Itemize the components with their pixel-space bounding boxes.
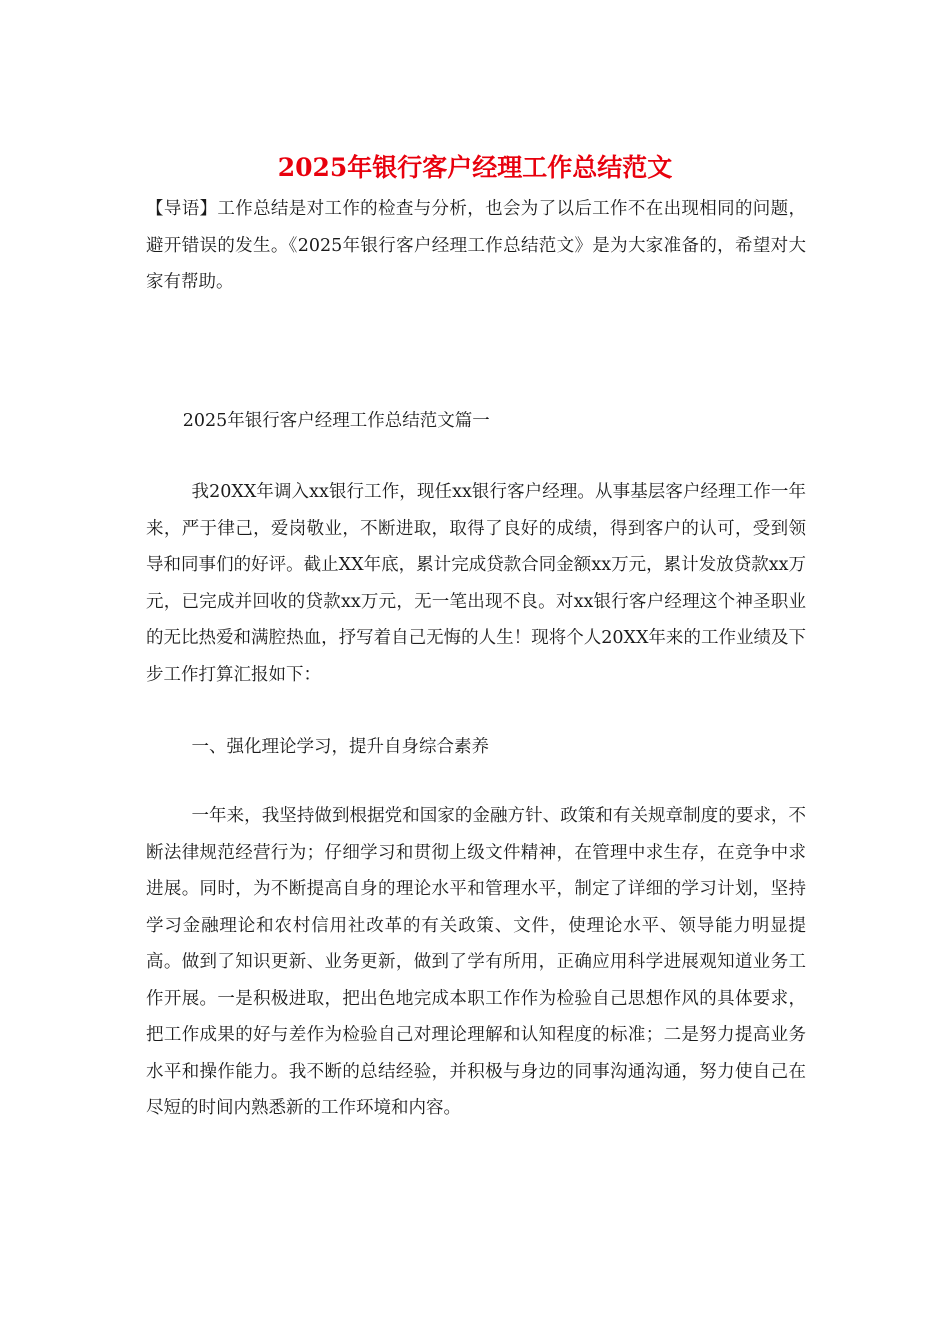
section-title: 2025年银行客户经理工作总结范文篇一 — [182, 411, 490, 431]
body-paragraph-1: 我20XX年调入xx银行工作，现任xx银行客户经理。从事基层客户经理工作一年来，严于律己，爱岗敬业，不断进取，取得了良好的成绩，得到客户的认可，受到领导和同事们的好评。截止XX年底，累计完成贷款合同金额xx万元，累计发放贷款xx万元，已完成并回收的贷款xx万元，无一笔出现不良。对xx银行客户经理这个神圣职业的无比热爱和满腔热血，抒写着自己无悔的人生！现将个人20XX年来的工作业绩及下步工作打算汇报如下： — [146, 482, 806, 685]
document-title: 2025年银行客户经理工作总结范文 — [277, 153, 673, 182]
body-paragraph-2: 一年来，我坚持做到根据党和国家的金融方针、政策和有关规章制度的要求，不断法律规范经营行为；仔细学习和贯彻上级文件精神，在管理中求生存，在竞争中求进展。同时，为不断提高自身的理论水平和管理水平，制定了详细的学习计划，坚持学习金融理论和农村信用社改革的有关政策、文件，使理论水平、领导能力明显提高。做到了知识更新、业务更新，做到了学有所用，正确应用科学进展观知道业务工作开展。一是积极进取，把出色地完成本职工作作为检验自己思想作风的具体要求，把工作成果的好与差作为检验自己对理论理解和认知程度的标准；二是努力提高业务水平和操作能力。我不断的总结经验，并积极与身边的同事沟通沟通，努力使自己在尽短的时间内熟悉新的工作环境和内容。 — [146, 806, 806, 1118]
intro-paragraph: 【导语】工作总结是对工作的检查与分析，也会为了以后工作不在出现相同的问题，避开错误的发生。《2025年银行客户经理工作总结范文》是为大家准备的，希望对大家有帮助。 — [146, 199, 806, 292]
subheading-1: 一、强化理论学习，提升自身综合素养 — [191, 737, 489, 757]
